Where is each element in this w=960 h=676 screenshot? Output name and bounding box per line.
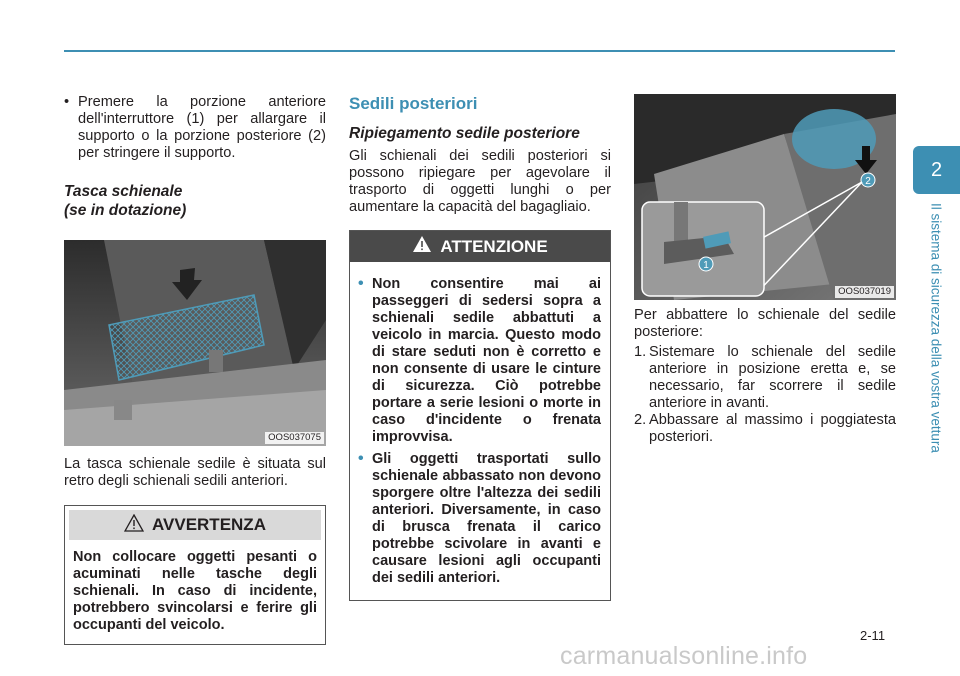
warning-text: Non collocare oggetti pesanti o acuminati nelle tasche degli schienali. In caso di incidente, potrebbero svincolarsi e ferire gli occupanti del veicolo. bbox=[73, 549, 317, 633]
photo-code: OOS037019 bbox=[835, 286, 894, 298]
bullet-dot: • bbox=[358, 275, 364, 292]
chapter-title-vertical bbox=[928, 203, 944, 483]
bullet-dot: • bbox=[358, 450, 364, 467]
danger-item-text: Gli oggetti trasportati sullo schienale abbassato non devono sporgere oltre l'altezza dei sedili anteriori. Diversamente, in caso di brusca frenata il carico potrebbe scivolare in avanti e causare lesioni agli occupanti dei sedili anteriori. bbox=[372, 451, 601, 586]
bullet-item bbox=[64, 94, 326, 162]
seat-pocket-photo bbox=[64, 240, 326, 446]
danger-items bbox=[350, 262, 610, 600]
chapter-title: Il sistema di sicurezza della vostra vettura bbox=[928, 203, 944, 453]
warning-triangle-icon bbox=[412, 235, 432, 258]
danger-item bbox=[358, 451, 601, 587]
warning-title: AVVERTENZA bbox=[152, 515, 266, 534]
list-item bbox=[634, 344, 896, 412]
top-rule bbox=[64, 50, 895, 52]
subheading-fold-seat: Ripiegamento sedile posteriore bbox=[349, 125, 580, 142]
subheading-line-1: Tasca schienale bbox=[64, 183, 183, 200]
photo-code: OOS037075 bbox=[265, 432, 324, 444]
list-item bbox=[634, 412, 896, 446]
danger-item-text: Non consentire mai ai passeggeri di sedersi sopra a schienali sedile abbattuti a veicolo in marcia. Questo modo di stare seduti non è corretto e non consente di usare le cinture di sicurezza. Ciò potrebbe portare a serie lesioni o morte in caso d'incidente o frenata improvvisa. bbox=[372, 276, 601, 445]
page-number: 2-11 bbox=[860, 628, 886, 643]
subheading-seat-pocket bbox=[64, 182, 326, 220]
steps-list bbox=[634, 344, 896, 446]
warning-triangle-icon bbox=[124, 514, 144, 537]
danger-header bbox=[350, 231, 610, 262]
intro-paragraph: Gli schienali dei sedili posteriori si possono ripiegare per agevolare il trasporto di oggetti lunghi o per aumentare la capacità del bagagliaio. bbox=[349, 148, 611, 215]
step-text: Sistemare lo schienale del sedile anteriore in posizione eretta e, se necessario, far scorrere il sedile anteriore in avanti. bbox=[649, 344, 896, 411]
danger-box bbox=[349, 230, 611, 601]
danger-item bbox=[358, 276, 601, 446]
section-title: Sedili posteriori bbox=[349, 94, 478, 113]
step-number: 2. bbox=[634, 412, 647, 428]
subheading-line-2: (se in dotazione) bbox=[64, 202, 187, 219]
step-text: Abbassare al massimo i poggiatesta posteriori. bbox=[649, 412, 896, 445]
callout-2: 2 bbox=[865, 176, 871, 187]
chapter-number: 2 bbox=[930, 158, 943, 181]
column-left bbox=[64, 94, 326, 645]
photo-caption: La tasca schienale sedile è situata sul retro degli schienali sedili anteriori. bbox=[64, 456, 326, 489]
fold-intro: Per abbattere lo schienale del sedile posteriore: bbox=[634, 307, 896, 340]
watermark: carmanualsonline.info bbox=[560, 642, 808, 670]
column-middle bbox=[349, 94, 611, 601]
column-right bbox=[634, 94, 896, 446]
step-number: 1. bbox=[634, 344, 647, 360]
callout-1: 1 bbox=[703, 260, 709, 271]
warning-box bbox=[64, 505, 326, 645]
bullet-dot: • bbox=[64, 94, 70, 110]
warning-header bbox=[69, 510, 321, 540]
danger-title: ATTENZIONE bbox=[440, 236, 548, 256]
bullet-text: Premere la porzione anteriore dell'interruttore (1) per allargare il supporto o la porzione posteriore (2) per stringere il supporto. bbox=[78, 94, 326, 161]
rear-seat-photo bbox=[634, 94, 896, 300]
chapter-tab bbox=[913, 146, 960, 194]
